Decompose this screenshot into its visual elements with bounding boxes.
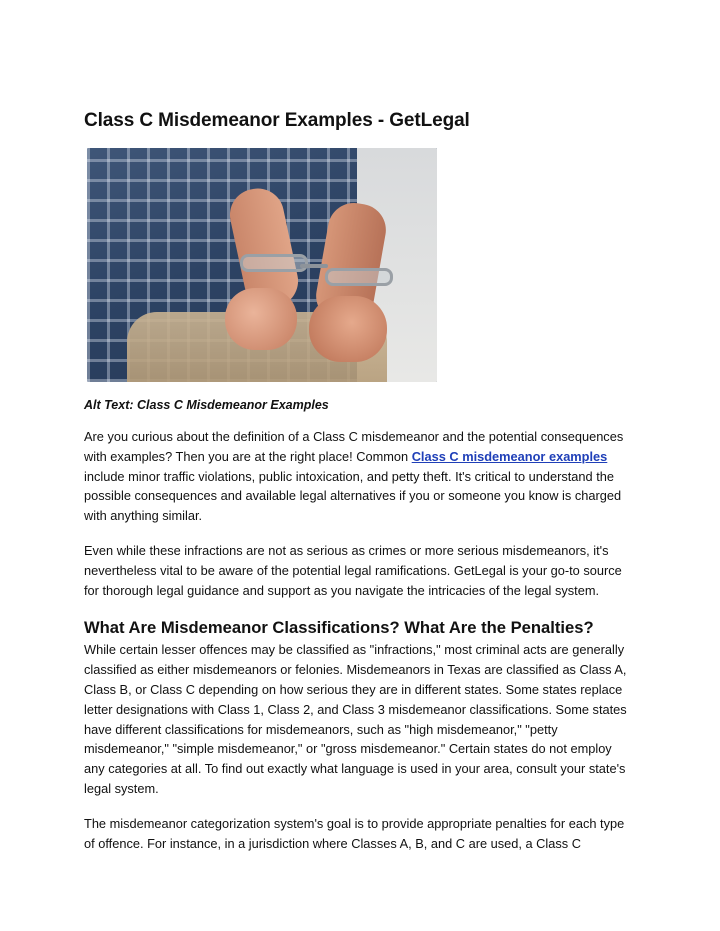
second-paragraph: Even while these infractions are not as serious as crimes or more serious misdemeanors, it's nevertheless vital to be aware of the potential legal ramifications. GetLegal is your go-to source for thorough legal guidance and support as you navigate the intricacies of the legal system. xyxy=(84,542,622,598)
class-c-examples-link[interactable]: Class C misdemeanor examples xyxy=(411,448,608,464)
section-heading: What Are Misdemeanor Classifications? What Are the Penalties? xyxy=(84,618,594,638)
photo-right-cuff xyxy=(325,268,393,286)
photo-left-fist xyxy=(225,288,297,350)
categorization-paragraph: The misdemeanor categorization system's goal is to provide appropriate penalties for each type of offence. For instance, in a jurisdiction where Classes A, B, and C are used, a Class C xyxy=(84,815,625,851)
photo-right-fist xyxy=(309,296,387,362)
document-page xyxy=(84,110,629,853)
photo-left-cuff xyxy=(240,254,308,272)
photo-cuff-chain xyxy=(300,264,328,268)
classifications-paragraph: While certain lesser offences may be classified as "infractions," most criminal acts are generally classified as either misdemeanors or felonies. Misdemeanors in Texas are classified as Class A, Class B, or Class C depending on how serious they are in different states. Some states replace letter designations with Class 1, Class 2, and Class 3 misdemeanor classifications. Some states have different classifications for misdemeanors, such as "high misdemeanor," "petty misdemeanor," "simple misdemeanor," or "gross misdemeanor." Certain states do not employ any categories at all. To find out exactly what language is used in your area, consult your state's legal system. xyxy=(84,642,627,796)
handcuffed-hands-photo xyxy=(87,148,437,382)
intro-text-start: Are you curious about the definition of a Class C misdemeanor and the potential consequences with examples? Then you are at the right place! Common xyxy=(84,429,624,464)
page-title: Class C Misdemeanor Examples - GetLegal xyxy=(84,110,470,131)
image-alt-caption: Alt Text: Class C Misdemeanor Examples xyxy=(84,398,329,412)
intro-text-end: include minor traffic violations, public intoxication, and petty theft. It's critical to understand the possible consequences and available legal alternatives if you or someone you know is charged with anything similar. xyxy=(84,468,622,524)
intro-paragraph xyxy=(84,427,629,526)
